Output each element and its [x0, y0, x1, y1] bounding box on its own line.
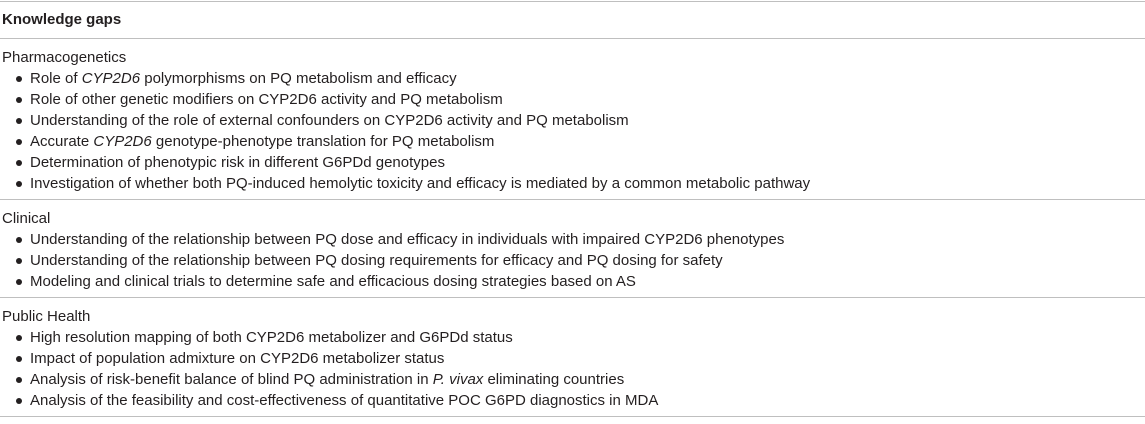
bullet-icon	[16, 139, 22, 145]
list-item	[0, 131, 1145, 152]
item-text: Analysis of risk-benefit balance of blind PQ administration in P. vivax eliminating countries	[30, 371, 625, 388]
list-item	[0, 348, 1145, 369]
bottom-rule	[0, 416, 1145, 417]
item-text: Modeling and clinical trials to determine safe and efficacious dosing strategies based on AS	[30, 273, 636, 290]
table-header	[0, 2, 1145, 38]
list-item	[0, 110, 1145, 131]
list-item	[0, 89, 1145, 110]
item-text: Analysis of the feasibility and cost-effectiveness of quantitative POC G6PD diagnostics in MDA	[30, 392, 659, 409]
item-text: Role of other genetic modifiers on CYP2D6 activity and PQ metabolism	[30, 91, 503, 108]
knowledge-gaps-table	[0, 1, 1145, 417]
bullet-icon	[16, 258, 22, 264]
bullet-icon	[16, 335, 22, 341]
item-text: Investigation of whether both PQ-induced hemolytic toxicity and efficacy is mediated by a common metabolic pathway	[30, 175, 811, 192]
bullet-icon	[16, 76, 22, 82]
list-item	[0, 390, 1145, 411]
list-item	[0, 369, 1145, 390]
section-public-health	[0, 298, 1145, 416]
item-text: Understanding of the role of external confounders on CYP2D6 activity and PQ metabolism	[30, 112, 629, 129]
bullet-icon	[16, 118, 22, 124]
section-title: Public Health	[2, 308, 91, 325]
item-text: Role of CYP2D6 polymorphisms on PQ metabolism and efficacy	[30, 70, 457, 87]
bullet-icon	[16, 97, 22, 103]
item-text: Determination of phenotypic risk in different G6PDd genotypes	[30, 154, 445, 171]
section-title: Pharmacogenetics	[2, 49, 127, 66]
header-title: Knowledge gaps	[2, 11, 122, 28]
list-item	[0, 229, 1145, 250]
bullet-icon	[16, 398, 22, 404]
bullet-icon	[16, 377, 22, 383]
list-item	[0, 250, 1145, 271]
section-clinical	[0, 200, 1145, 297]
bullet-icon	[16, 160, 22, 166]
item-text: Understanding of the relationship between PQ dose and efficacy in individuals with impaired CYP2D6 phenotypes	[30, 231, 785, 248]
bullet-icon	[16, 279, 22, 285]
list-item	[0, 271, 1145, 292]
list-item	[0, 68, 1145, 89]
section-title: Clinical	[2, 210, 51, 227]
list-item	[0, 152, 1145, 173]
item-text: Understanding of the relationship between PQ dosing requirements for efficacy and PQ dosing for safety	[30, 252, 723, 269]
list-item	[0, 327, 1145, 348]
list-item	[0, 173, 1145, 194]
bullet-icon	[16, 237, 22, 243]
item-text: High resolution mapping of both CYP2D6 metabolizer and G6PDd status	[30, 329, 513, 346]
item-text: Accurate CYP2D6 genotype-phenotype translation for PQ metabolism	[30, 133, 495, 150]
bullet-icon	[16, 356, 22, 362]
bullet-icon	[16, 181, 22, 187]
item-text: Impact of population admixture on CYP2D6 metabolizer status	[30, 350, 445, 367]
section-pharmacogenetics	[0, 39, 1145, 199]
